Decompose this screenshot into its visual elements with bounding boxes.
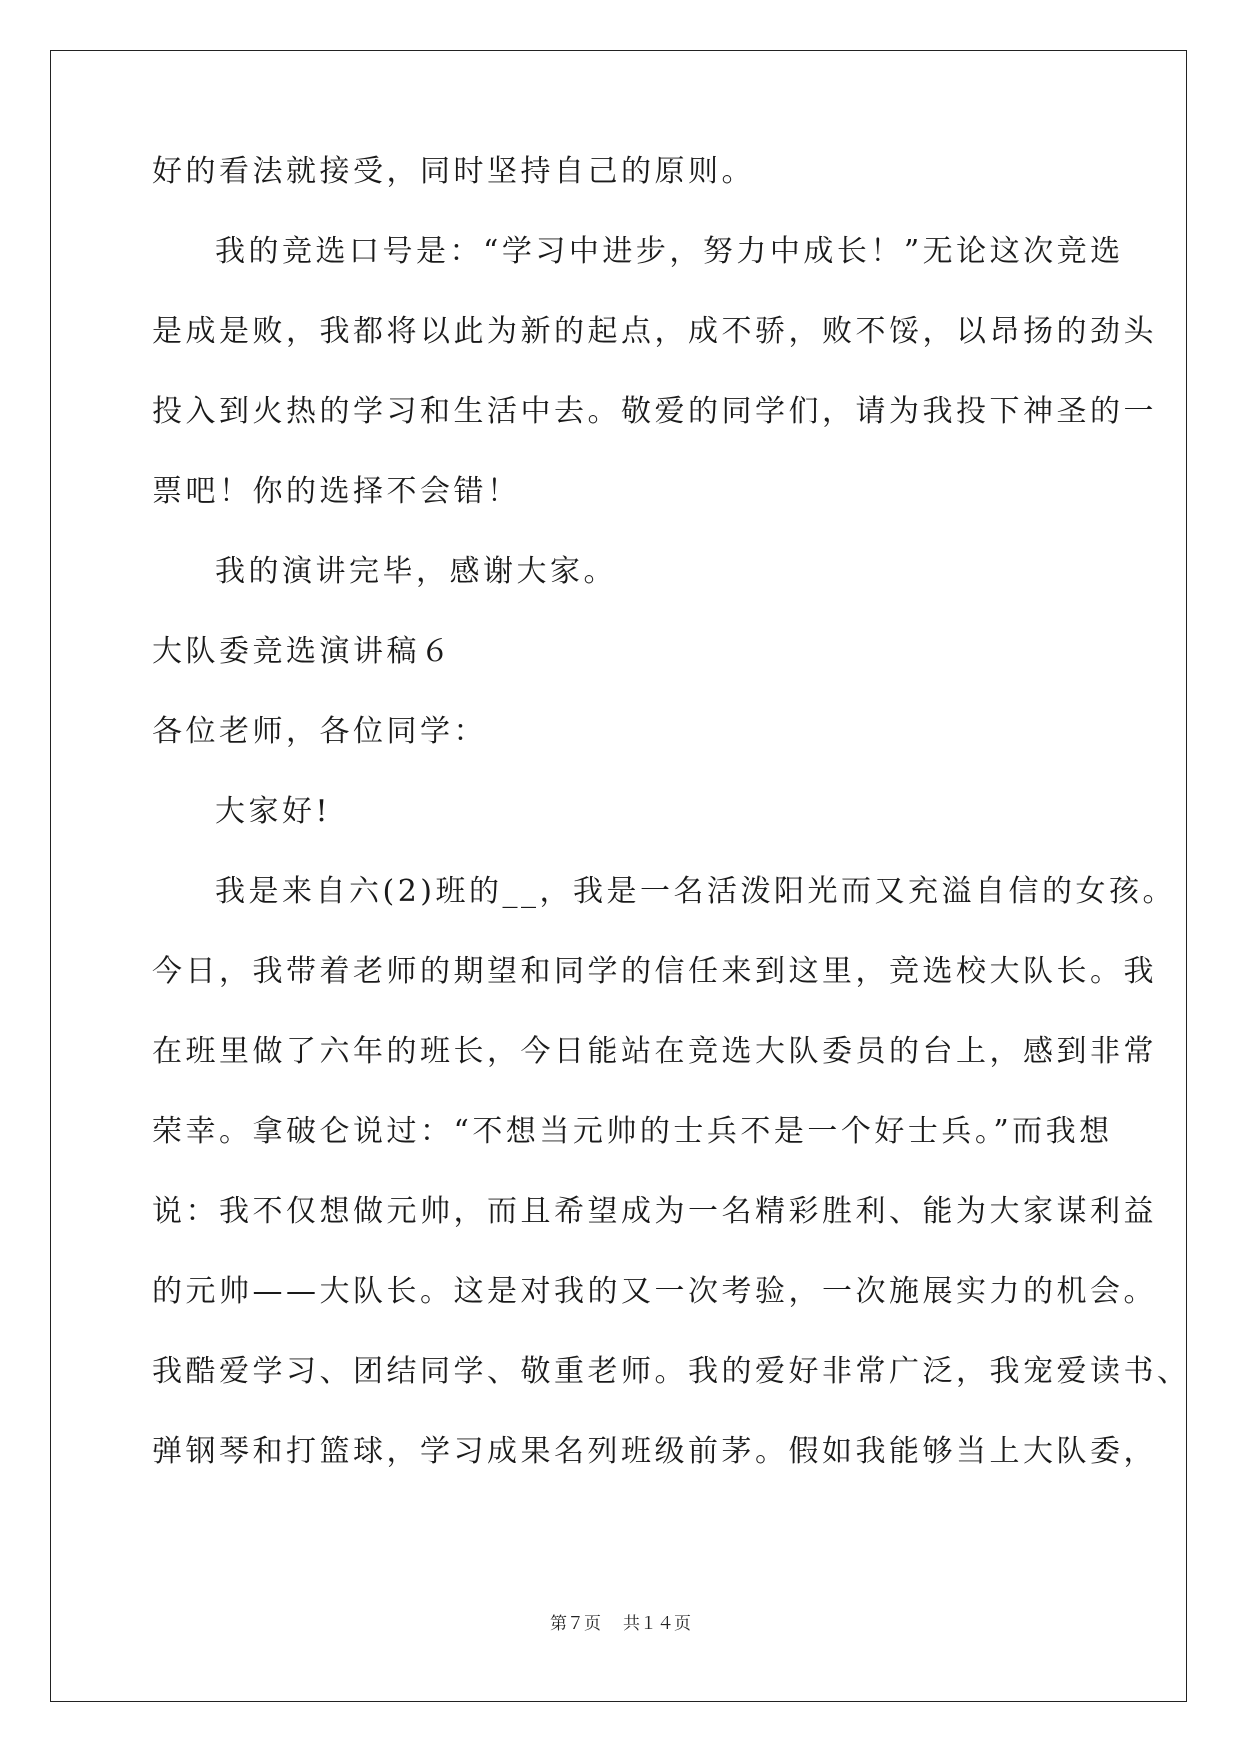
paragraph-line: 是成是败，我都将以此为新的起点，成不骄，败不馁，以昂扬的劲头 (152, 314, 1157, 349)
paragraph-line: 的元帅——大队长。这是对我的又一次考验，一次施展实力的机会。 (152, 1274, 1157, 1309)
paragraph-line: 我的竞选口号是：“学习中进步，努力中成长！”无论这次竞选 (215, 234, 1124, 269)
section-heading: 大队委竞选演讲稿６ (152, 634, 454, 669)
page-footer (0, 1612, 1241, 1636)
paragraph-line: 说：我不仅想做元帅，而且希望成为一名精彩胜利、能为大家谋利益 (152, 1194, 1157, 1229)
salutation-line: 各位老师，各位同学： (152, 714, 487, 749)
paragraph-line: 投入到火热的学习和生活中去。敬爱的同学们，请为我投下神圣的一 (152, 394, 1157, 429)
paragraph-line: 我是来自六(2)班的__，我是一名活泼阳光而又充溢自信的女孩。 (215, 874, 1176, 909)
total-pages: 共１４页 (623, 1614, 691, 1634)
paragraph-line: 好的看法就接受，同时坚持自己的原则。 (152, 154, 755, 189)
paragraph-line: 我酷爱学习、团结同学、敬重老师。我的爱好非常广泛，我宠爱读书、 (152, 1354, 1191, 1389)
paragraph-line: 今日，我带着老师的期望和同学的信任来到这里，竞选校大队长。我 (152, 954, 1157, 989)
paragraph-line: 荣幸。拿破仑说过：“不想当元帅的士兵不是一个好士兵。”而我想 (152, 1114, 1113, 1149)
paragraph-line: 票吧！你的选择不会错！ (152, 474, 521, 509)
paragraph-line: 我的演讲完毕，感谢大家。 (215, 554, 617, 589)
paragraph-line: 在班里做了六年的班长，今日能站在竞选大队委员的台上，感到非常 (152, 1034, 1157, 1069)
greeting-line: 大家好! (215, 794, 332, 829)
paragraph-line: 弹钢琴和打篮球，学习成果名列班级前茅。假如我能够当上大队委， (152, 1434, 1157, 1469)
current-page-number: 第７页 (550, 1614, 601, 1634)
